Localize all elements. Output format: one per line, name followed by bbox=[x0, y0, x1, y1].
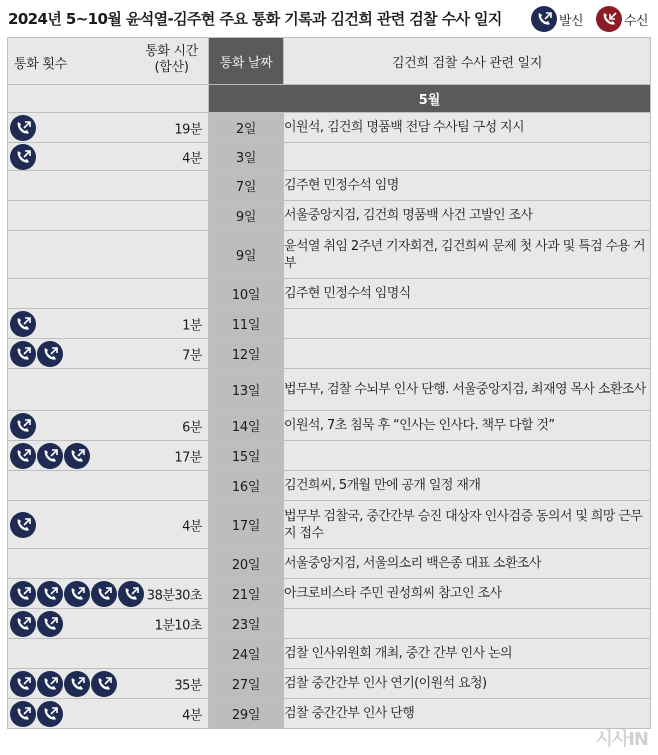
call-duration: 7분 bbox=[182, 348, 202, 363]
call-count-cell bbox=[8, 113, 209, 143]
incoming-call-icon bbox=[596, 6, 622, 32]
call-count-cell bbox=[8, 201, 209, 231]
call-date: 29일 bbox=[209, 699, 284, 729]
call-date: 2일 bbox=[209, 113, 284, 143]
legend-outgoing-label: 발신 bbox=[559, 13, 584, 29]
call-duration: 17분 bbox=[174, 450, 202, 465]
log-entry: 윤석열 취임 2주년 기자회견, 김건희씨 문제 첫 사과 및 특검 수용 거부 bbox=[284, 231, 651, 279]
call-icons bbox=[10, 413, 37, 439]
call-icons bbox=[10, 611, 64, 637]
outgoing-call-icon bbox=[37, 671, 63, 697]
header-date: 통화 날짜 bbox=[209, 38, 284, 85]
watermark-logo: 시사IN bbox=[595, 729, 648, 750]
call-count-cell bbox=[8, 279, 209, 309]
outgoing-call-icon bbox=[10, 443, 36, 469]
log-entry: 검찰 중간간부 인사 연기(이원석 요청) bbox=[284, 669, 651, 699]
call-count-cell bbox=[8, 441, 209, 471]
outgoing-call-icon bbox=[10, 581, 36, 607]
outgoing-call-icon bbox=[10, 311, 36, 337]
outgoing-call-icon bbox=[10, 611, 36, 637]
call-count-cell bbox=[8, 471, 209, 501]
title-bar bbox=[0, 0, 658, 36]
call-count-cell bbox=[8, 231, 209, 279]
call-duration: 4분 bbox=[182, 519, 202, 534]
outgoing-call-icon bbox=[118, 581, 144, 607]
table-row bbox=[8, 639, 651, 669]
call-date: 21일 bbox=[209, 579, 284, 609]
header-count-duration bbox=[8, 38, 209, 85]
call-count-cell bbox=[8, 501, 209, 549]
outgoing-call-icon bbox=[10, 115, 36, 141]
header-duration-main: 통화 시간 bbox=[145, 44, 198, 59]
table-row bbox=[8, 231, 651, 279]
call-duration: 1분10초 bbox=[154, 618, 202, 633]
table-row bbox=[8, 143, 651, 171]
table-row bbox=[8, 549, 651, 579]
table-row bbox=[8, 279, 651, 309]
outgoing-call-icon bbox=[10, 413, 36, 439]
log-entry bbox=[284, 441, 651, 471]
call-date: 20일 bbox=[209, 549, 284, 579]
outgoing-call-icon bbox=[91, 671, 117, 697]
call-date: 11일 bbox=[209, 309, 284, 339]
table-row bbox=[8, 609, 651, 639]
call-date: 27일 bbox=[209, 669, 284, 699]
call-icons bbox=[10, 311, 37, 337]
outgoing-call-icon bbox=[10, 701, 36, 727]
log-entry bbox=[284, 143, 651, 171]
log-entry: 김건희씨, 5개월 만에 공개 일정 재개 bbox=[284, 471, 651, 501]
outgoing-call-icon bbox=[37, 611, 63, 637]
call-count-cell bbox=[8, 369, 209, 411]
month-blank-cell bbox=[8, 85, 209, 113]
log-entry: 이원석, 7초 침묵 후 “인사는 인사다. 책무 다할 것” bbox=[284, 411, 651, 441]
header-duration bbox=[145, 44, 198, 76]
outgoing-call-icon bbox=[10, 144, 36, 170]
call-icons bbox=[10, 671, 118, 697]
call-date: 24일 bbox=[209, 639, 284, 669]
call-duration: 19분 bbox=[174, 122, 202, 137]
outgoing-call-icon bbox=[64, 671, 90, 697]
month-label: 5월 bbox=[209, 85, 651, 113]
table-row bbox=[8, 669, 651, 699]
log-entry: 검찰 중간간부 인사 단행 bbox=[284, 699, 651, 729]
call-count-cell bbox=[8, 639, 209, 669]
call-date: 13일 bbox=[209, 369, 284, 411]
call-icons bbox=[10, 581, 145, 607]
outgoing-call-icon bbox=[531, 6, 557, 32]
log-entry: 서울중앙지검, 서울의소리 백은종 대표 소환조사 bbox=[284, 549, 651, 579]
log-entry: 법무부, 검찰 수뇌부 인사 단행. 서울중앙지검, 최재영 목사 소환조사 bbox=[284, 369, 651, 411]
log-entry: 김주현 민정수석 임명식 bbox=[284, 279, 651, 309]
outgoing-call-icon bbox=[10, 512, 36, 538]
call-count-cell bbox=[8, 609, 209, 639]
call-count-cell bbox=[8, 699, 209, 729]
call-duration: 1분 bbox=[182, 318, 202, 333]
call-icons bbox=[10, 115, 37, 141]
outgoing-call-icon bbox=[64, 581, 90, 607]
outgoing-call-icon bbox=[37, 443, 63, 469]
table-row bbox=[8, 441, 651, 471]
call-duration: 6분 bbox=[182, 420, 202, 435]
table-row bbox=[8, 369, 651, 411]
table-row bbox=[8, 201, 651, 231]
table-row bbox=[8, 699, 651, 729]
call-duration: 38분30초 bbox=[146, 588, 202, 603]
legend-incoming bbox=[596, 6, 648, 32]
call-icons bbox=[10, 144, 37, 170]
table-row bbox=[8, 411, 651, 441]
table-header-row bbox=[8, 38, 651, 85]
outgoing-call-icon bbox=[37, 701, 63, 727]
outgoing-call-icon bbox=[37, 581, 63, 607]
call-date: 9일 bbox=[209, 201, 284, 231]
call-count-cell bbox=[8, 171, 209, 201]
table-row bbox=[8, 471, 651, 501]
call-date: 10일 bbox=[209, 279, 284, 309]
call-count-cell bbox=[8, 339, 209, 369]
call-count-cell bbox=[8, 411, 209, 441]
call-count-cell bbox=[8, 549, 209, 579]
call-date: 15일 bbox=[209, 441, 284, 471]
table-row bbox=[8, 579, 651, 609]
log-entry: 법무부 검찰국, 중간간부 승진 대상자 인사검증 동의서 및 희망 근무지 접수 bbox=[284, 501, 651, 549]
log-entry: 서울중앙지검, 김건희 명품백 사건 고발인 조사 bbox=[284, 201, 651, 231]
call-date: 17일 bbox=[209, 501, 284, 549]
legend-outgoing bbox=[531, 6, 583, 32]
call-duration: 4분 bbox=[182, 151, 202, 166]
call-count-cell bbox=[8, 669, 209, 699]
call-duration: 4분 bbox=[182, 708, 202, 723]
call-date: 12일 bbox=[209, 339, 284, 369]
log-entry: 검찰 인사위원회 개최, 중간 간부 인사 논의 bbox=[284, 639, 651, 669]
log-entry bbox=[284, 609, 651, 639]
legend-incoming-label: 수신 bbox=[624, 13, 649, 29]
outgoing-call-icon bbox=[91, 581, 117, 607]
call-icons bbox=[10, 341, 64, 367]
outgoing-call-icon bbox=[10, 671, 36, 697]
call-date: 14일 bbox=[209, 411, 284, 441]
page-title: 2024년 5~10월 윤석열-김주현 주요 통화 기록과 김건희 관련 검찰 수사 일지 bbox=[8, 10, 502, 28]
table-row bbox=[8, 339, 651, 369]
log-entry: 아크로비스타 주민 권성희씨 참고인 조사 bbox=[284, 579, 651, 609]
log-entry: 김주현 민정수석 임명 bbox=[284, 171, 651, 201]
call-icons bbox=[10, 443, 91, 469]
table-row bbox=[8, 309, 651, 339]
table-row bbox=[8, 171, 651, 201]
log-entry bbox=[284, 339, 651, 369]
call-date: 16일 bbox=[209, 471, 284, 501]
header-count: 통화 횟수 bbox=[14, 57, 67, 72]
month-row bbox=[8, 85, 651, 113]
header-duration-sub: (합산) bbox=[154, 60, 189, 75]
call-icons bbox=[10, 701, 64, 727]
call-duration: 35분 bbox=[174, 678, 202, 693]
outgoing-call-icon bbox=[64, 443, 90, 469]
table-row bbox=[8, 501, 651, 549]
log-entry bbox=[284, 309, 651, 339]
call-icons bbox=[10, 512, 37, 538]
call-date: 3일 bbox=[209, 143, 284, 171]
call-count-cell bbox=[8, 143, 209, 171]
call-date: 9일 bbox=[209, 231, 284, 279]
call-count-cell bbox=[8, 309, 209, 339]
call-date: 23일 bbox=[209, 609, 284, 639]
table-row bbox=[8, 113, 651, 143]
call-date: 7일 bbox=[209, 171, 284, 201]
outgoing-call-icon bbox=[10, 341, 36, 367]
call-log-table bbox=[7, 37, 651, 729]
call-count-cell bbox=[8, 579, 209, 609]
header-log: 김건희 검찰 수사 관련 일지 bbox=[284, 38, 651, 85]
outgoing-call-icon bbox=[37, 341, 63, 367]
log-entry: 이원석, 김건희 명품백 전담 수사팀 구성 지시 bbox=[284, 113, 651, 143]
